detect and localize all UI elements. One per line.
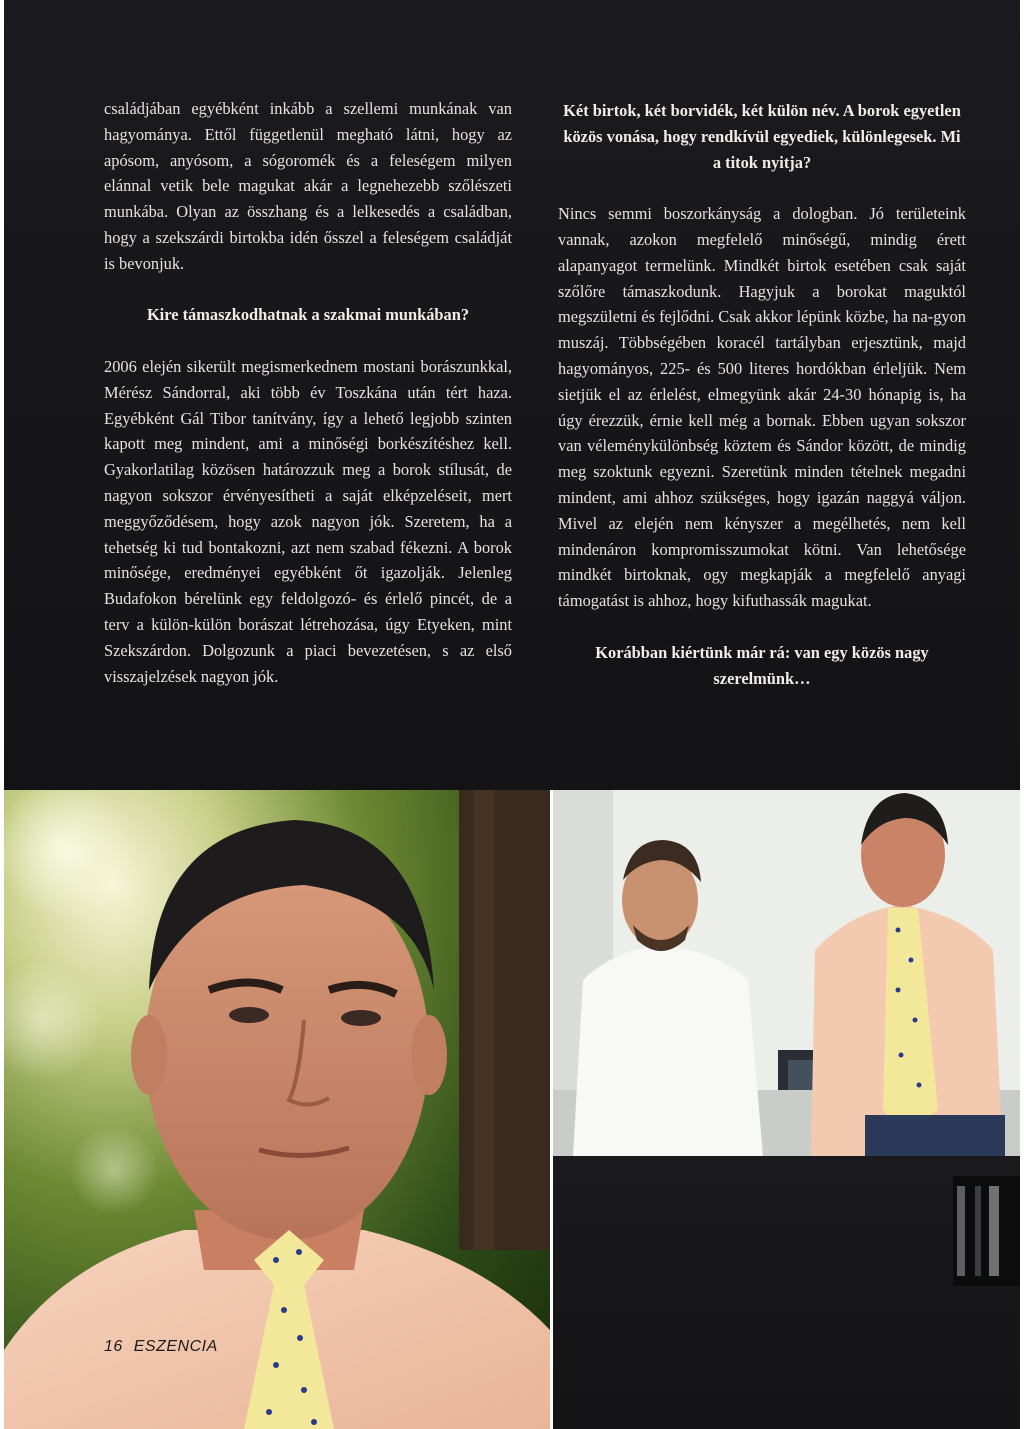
dark-decor-strip	[553, 1156, 1020, 1429]
team-illustration	[553, 790, 1020, 1156]
magazine-name: ESZENCIA	[133, 1338, 218, 1355]
page-number: 16	[104, 1338, 123, 1355]
right-text-column	[558, 98, 966, 717]
page-footer	[104, 1338, 224, 1356]
closing-question: Korábban kiértünk már rá: van egy közös nagy szerelmünk…	[595, 642, 929, 688]
left-text-column	[104, 96, 512, 715]
paragraph: Nincs semmi boszorkányság a dologban. Jó területeink vannak, azokon megfelelő minőségű, mindig érett alapanyagot termelünk. Mindkét birtok esetében csak saját szőlőre támaszkodunk. Hagyjuk a borokat maguktól megszületni és fejlődni. Csak akkor lépünk közbe, ha na-gyon muszáj. Többségében koracél tartályban erjesztünk, majd hagyományos, 225- és 500 literes hordókban érleljük. Nem sietjük el az érlelést, elmegyünk akár 24-30 hónapig is, ha úgy érezzük, érnie kell még a bornak. Ebben ugyan sokszor van véleménykülönbség köztem és Sándor között, de mindig meg szoktunk egyezni. Szeretünk minden tételnek megadni mindent, ami ahhoz szükséges, hogy igazán naggyá váljon. Mivel az elején nem kényszer a megélhetés, nem kell mindenáron kompromisszumokat kötni. Van lehetősége mindkét birtoknak, ogy megkapják a megfelelő anyagi támogatást is ahhoz, hogy kifuthassák magukat.	[558, 204, 966, 611]
bottle-detail	[553, 1156, 1020, 1429]
paragraph: családjában egyébként inkább a szellemi munkának van hagyománya. Ettől függetlenül megható látni, hogy az apósom, anyósom, a sógoromék és a feleségem milyen elánnal vetik bele magukat akár a legnehezebb szőlészeti munkába. Olyan az összhang és a lelkesedés a családban, hogy a szekszárdi birtokba idén ősszel a feleségem családját is bevonjuk.	[104, 99, 512, 273]
interview-question: Kire támaszkodhatnak a szakmai munkában?	[146, 305, 470, 325]
portrait-photo	[4, 790, 550, 1429]
portrait-illustration	[4, 790, 550, 1429]
paragraph: 2006 elején sikerült megismerkednem mostani borászunkkal, Mérész Sándorral, aki több év Toszkána után tért haza. Egyébként Gál Tibor tanítvány, így a lehető legjobb szinten kapott meg mindent, ami a minőségi borkészítéshez kell. Gyakorlatilag közösen határozzuk meg a borok stílusát, de nagyon sokszor érvényesítheti a saját elképzeléseit, mert meggyőződésem, hogy azok nagyon jók. Szeretem, ha a tehetség ki tud bontakozni, azt nem szabad fékezni. A borok minősége, eredményei egyébként őt igazolják. Jelenleg Budafokon bérelünk egy feldolgozó- és érlelő pincét, de a terv a külön-külön borászat létrehozása, úgy Etyeken, mint Szekszárdon. Dolgozunk a piaci bevezetésen, s az első visszajelzések nagyon jók.	[104, 356, 512, 686]
team-photo	[553, 790, 1020, 1156]
interview-question: Két birtok, két borvidék, két külön név. A borok egyetlen közös vonása, hogy rendkívül egyediek, különlegesek. Mi a titok nyitja?	[563, 101, 961, 172]
